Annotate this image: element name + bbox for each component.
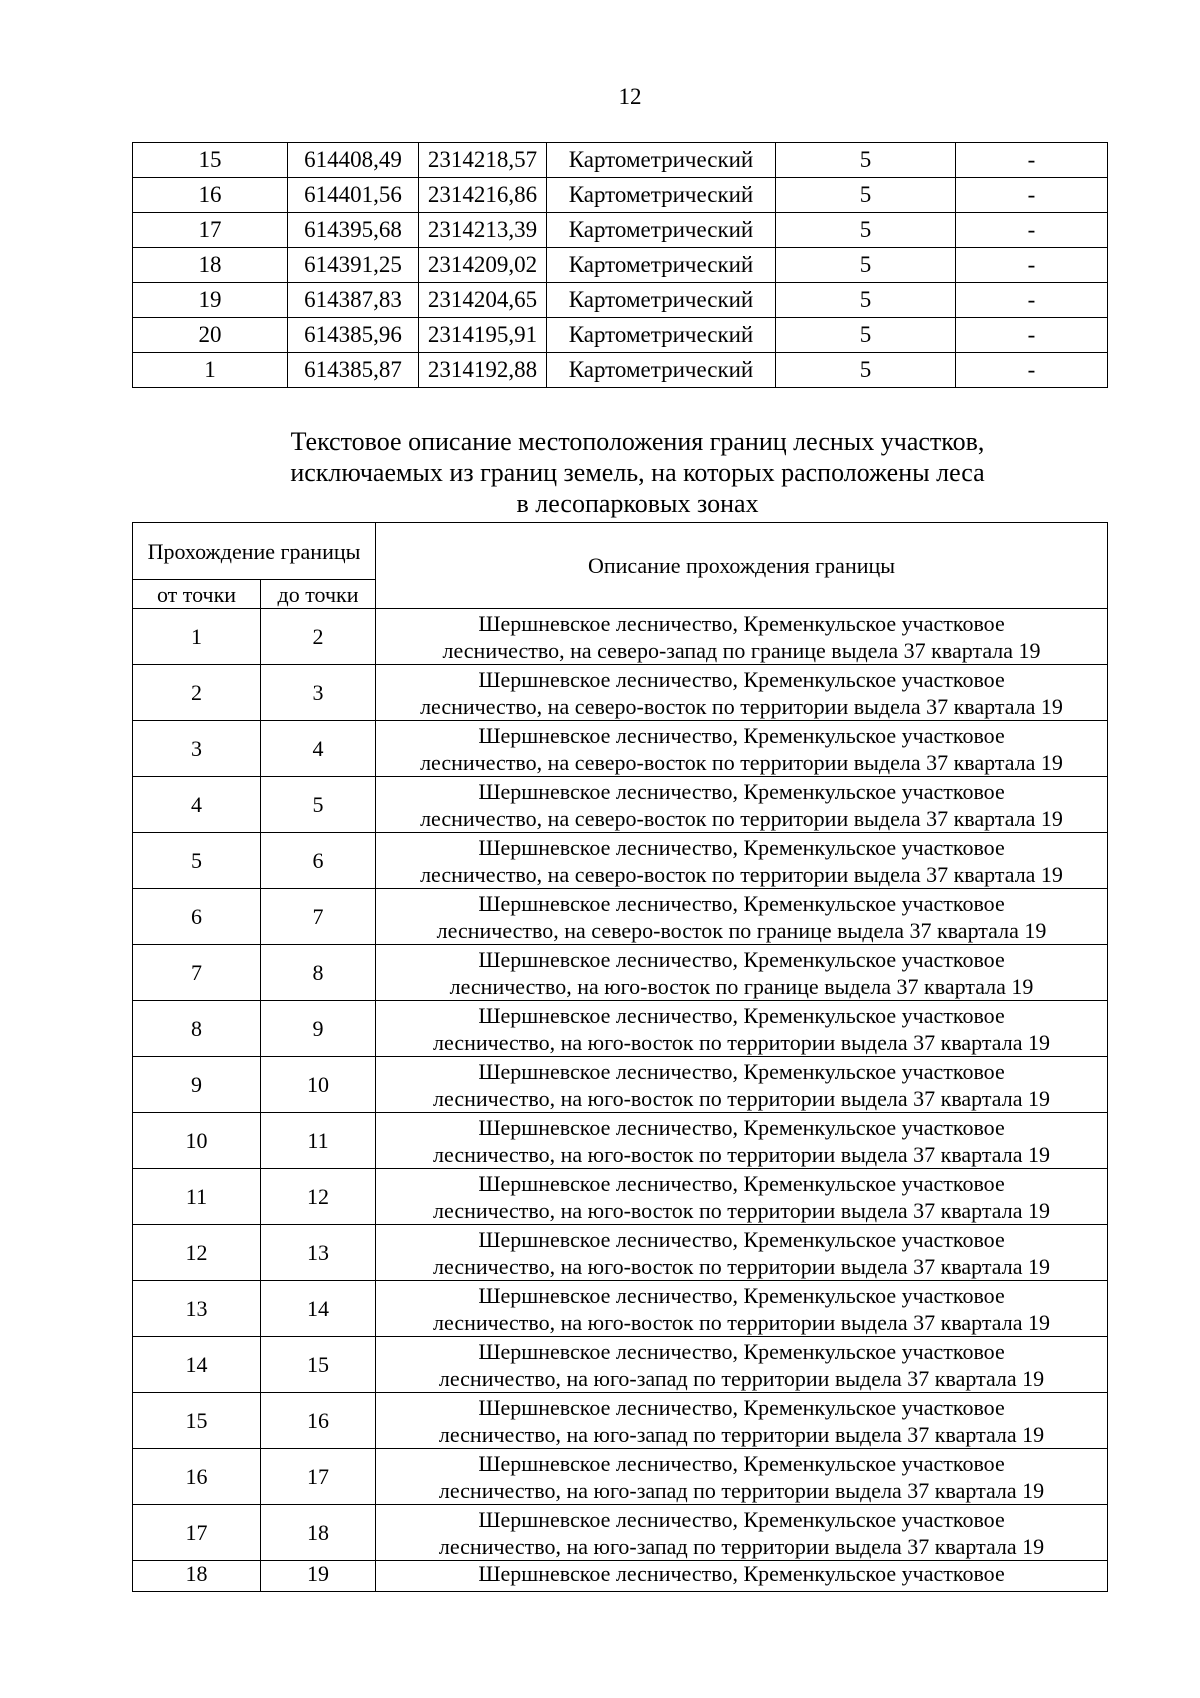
coord-cell-y: 2314204,65 bbox=[419, 283, 547, 318]
table-row bbox=[133, 1505, 1108, 1561]
description-cell bbox=[376, 889, 1108, 945]
description-line: Шершневское лесничество, Кременкульское участковое bbox=[478, 1058, 1005, 1084]
description-line: Шершневское лесничество, Кременкульское участковое bbox=[478, 1394, 1005, 1420]
section-heading-line: в лесопарковых зонах bbox=[516, 489, 759, 518]
header-from: от точки bbox=[133, 580, 261, 609]
from-point-cell: 7 bbox=[133, 945, 261, 1001]
description-line: лесничество, на юго-восток по территории выдела 37 квартала 19 bbox=[433, 1085, 1050, 1111]
coord-cell-note: - bbox=[956, 318, 1108, 353]
section-heading-line: Текстовое описание местоположения границ лесных участков, bbox=[290, 427, 985, 456]
description-line: лесничество, на юго-восток по территории выдела 37 квартала 19 bbox=[433, 1309, 1050, 1335]
description-line: Шершневское лесничество, Кременкульское участковое bbox=[478, 946, 1005, 972]
description-cell bbox=[376, 1281, 1108, 1337]
coord-cell-note: - bbox=[956, 143, 1108, 178]
header-passage: Прохождение границы bbox=[133, 523, 376, 580]
coord-cell-x: 614401,56 bbox=[288, 178, 419, 213]
coord-cell-y: 2314195,91 bbox=[419, 318, 547, 353]
coord-cell-accuracy: 5 bbox=[776, 178, 956, 213]
description-line: лесничество, на юго-восток по территории выдела 37 квартала 19 bbox=[433, 1141, 1050, 1167]
description-cell bbox=[376, 945, 1108, 1001]
coord-cell-x: 614385,96 bbox=[288, 318, 419, 353]
to-point-cell: 19 bbox=[261, 1561, 376, 1592]
table-row bbox=[133, 143, 1108, 178]
table-row bbox=[133, 1449, 1108, 1505]
coordinates-table bbox=[132, 142, 1108, 388]
coord-cell-point: 15 bbox=[133, 143, 288, 178]
description-cell bbox=[376, 1393, 1108, 1449]
to-point-cell: 2 bbox=[261, 609, 376, 665]
coord-cell-note: - bbox=[956, 353, 1108, 388]
coord-cell-x: 614395,68 bbox=[288, 213, 419, 248]
coord-cell-accuracy: 5 bbox=[776, 318, 956, 353]
from-point-cell: 14 bbox=[133, 1337, 261, 1393]
from-point-cell: 9 bbox=[133, 1057, 261, 1113]
boundary-description-table-body bbox=[133, 609, 1108, 1592]
description-cell bbox=[376, 1337, 1108, 1393]
description-line: Шершневское лесничество, Кременкульское участковое bbox=[478, 1226, 1005, 1252]
table-row bbox=[133, 1113, 1108, 1169]
description-line: Шершневское лесничество, Кременкульское участковое bbox=[478, 1450, 1005, 1476]
section-heading bbox=[150, 426, 1125, 519]
description-line: лесничество, на северо-восток по территории выдела 37 квартала 19 bbox=[420, 749, 1063, 775]
coord-cell-y: 2314192,88 bbox=[419, 353, 547, 388]
from-point-cell: 1 bbox=[133, 609, 261, 665]
coord-cell-method: Картометрический bbox=[547, 283, 776, 318]
table-row bbox=[133, 777, 1108, 833]
table-row bbox=[133, 889, 1108, 945]
description-cell bbox=[376, 1225, 1108, 1281]
table-row bbox=[133, 318, 1108, 353]
description-line: Шершневское лесничество, Кременкульское участковое bbox=[478, 834, 1005, 860]
table-row bbox=[133, 178, 1108, 213]
from-point-cell: 3 bbox=[133, 721, 261, 777]
boundary-description-table bbox=[132, 522, 1108, 1592]
description-line: лесничество, на юго-запад по территории выдела 37 квартала 19 bbox=[438, 1477, 1045, 1503]
description-cell bbox=[376, 1169, 1108, 1225]
section-heading-line: исключаемых из границ земель, на которых расположены леса bbox=[290, 458, 985, 487]
coord-cell-method: Картометрический bbox=[547, 353, 776, 388]
description-line: Шершневское лесничество, Кременкульское участковое bbox=[478, 1338, 1005, 1364]
description-line: лесничество, на северо-восток по границе выдела 37 квартала 19 bbox=[436, 917, 1047, 943]
description-line: лесничество, на северо-восток по территории выдела 37 квартала 19 bbox=[420, 693, 1063, 719]
header-description: Описание прохождения границы bbox=[376, 523, 1108, 609]
table-row bbox=[133, 945, 1108, 1001]
from-point-cell: 11 bbox=[133, 1169, 261, 1225]
coord-cell-note: - bbox=[956, 248, 1108, 283]
to-point-cell: 15 bbox=[261, 1337, 376, 1393]
coord-cell-y: 2314218,57 bbox=[419, 143, 547, 178]
description-line: Шершневское лесничество, Кременкульское участковое bbox=[478, 722, 1005, 748]
table-row bbox=[133, 1169, 1108, 1225]
table-row bbox=[133, 721, 1108, 777]
description-cell bbox=[376, 1113, 1108, 1169]
table-row bbox=[133, 1393, 1108, 1449]
coord-cell-method: Картометрический bbox=[547, 178, 776, 213]
coord-cell-point: 18 bbox=[133, 248, 288, 283]
to-point-cell: 4 bbox=[261, 721, 376, 777]
header-row bbox=[133, 523, 1108, 580]
description-line: лесничество, на северо-восток по территории выдела 37 квартала 19 bbox=[420, 805, 1063, 831]
to-point-cell: 18 bbox=[261, 1505, 376, 1561]
description-cell bbox=[376, 1001, 1108, 1057]
coord-cell-accuracy: 5 bbox=[776, 213, 956, 248]
from-point-cell: 18 bbox=[133, 1561, 261, 1592]
description-line: лесничество, на юго-запад по территории выдела 37 квартала 19 bbox=[438, 1421, 1045, 1447]
table-row bbox=[133, 833, 1108, 889]
to-point-cell: 9 bbox=[261, 1001, 376, 1057]
table-row bbox=[133, 1561, 1108, 1592]
to-point-cell: 11 bbox=[261, 1113, 376, 1169]
header-to: до точки bbox=[261, 580, 376, 609]
table-row bbox=[133, 213, 1108, 248]
description-line: лесничество, на северо-запад по границе выдела 37 квартала 19 bbox=[442, 637, 1041, 663]
description-cell: Шершневское лесничество, Кременкульское участковое bbox=[376, 1561, 1108, 1592]
table-row bbox=[133, 1337, 1108, 1393]
to-point-cell: 6 bbox=[261, 833, 376, 889]
to-point-cell: 12 bbox=[261, 1169, 376, 1225]
table-row bbox=[133, 1001, 1108, 1057]
description-cell bbox=[376, 609, 1108, 665]
from-point-cell: 13 bbox=[133, 1281, 261, 1337]
description-line: лесничество, на северо-восток по территории выдела 37 квартала 19 bbox=[420, 861, 1063, 887]
description-cell bbox=[376, 721, 1108, 777]
from-point-cell: 8 bbox=[133, 1001, 261, 1057]
coord-cell-method: Картометрический bbox=[547, 143, 776, 178]
coordinates-table-body bbox=[133, 143, 1108, 388]
from-point-cell: 5 bbox=[133, 833, 261, 889]
table-row bbox=[133, 609, 1108, 665]
table-row bbox=[133, 1225, 1108, 1281]
to-point-cell: 14 bbox=[261, 1281, 376, 1337]
coord-cell-accuracy: 5 bbox=[776, 283, 956, 318]
description-cell bbox=[376, 1505, 1108, 1561]
coord-cell-point: 19 bbox=[133, 283, 288, 318]
to-point-cell: 5 bbox=[261, 777, 376, 833]
to-point-cell: 10 bbox=[261, 1057, 376, 1113]
description-line: лесничество, на юго-запад по территории выдела 37 квартала 19 bbox=[438, 1533, 1045, 1559]
description-line: лесничество, на юго-восток по территории выдела 37 квартала 19 bbox=[433, 1197, 1050, 1223]
to-point-cell: 16 bbox=[261, 1393, 376, 1449]
coord-cell-method: Картометрический bbox=[547, 248, 776, 283]
coord-cell-point: 17 bbox=[133, 213, 288, 248]
from-point-cell: 15 bbox=[133, 1393, 261, 1449]
coord-cell-y: 2314216,86 bbox=[419, 178, 547, 213]
coord-cell-point: 16 bbox=[133, 178, 288, 213]
table-row bbox=[133, 283, 1108, 318]
coord-cell-x: 614387,83 bbox=[288, 283, 419, 318]
table-row bbox=[133, 248, 1108, 283]
coord-cell-note: - bbox=[956, 213, 1108, 248]
description-cell bbox=[376, 665, 1108, 721]
coord-cell-method: Картометрический bbox=[547, 213, 776, 248]
table-row bbox=[133, 1281, 1108, 1337]
coord-cell-accuracy: 5 bbox=[776, 353, 956, 388]
description-line: Шершневское лесничество, Кременкульское участковое bbox=[478, 1170, 1005, 1196]
from-point-cell: 6 bbox=[133, 889, 261, 945]
table-row bbox=[133, 665, 1108, 721]
coord-cell-x: 614385,87 bbox=[288, 353, 419, 388]
from-point-cell: 12 bbox=[133, 1225, 261, 1281]
coord-cell-point: 1 bbox=[133, 353, 288, 388]
to-point-cell: 17 bbox=[261, 1449, 376, 1505]
from-point-cell: 2 bbox=[133, 665, 261, 721]
description-line: Шершневское лесничество, Кременкульское участковое bbox=[478, 778, 1005, 804]
page-number: 12 bbox=[618, 84, 642, 109]
description-line: Шершневское лесничество, Кременкульское участковое bbox=[478, 1002, 1005, 1028]
from-point-cell: 16 bbox=[133, 1449, 261, 1505]
description-line: Шершневское лесничество, Кременкульское участковое bbox=[478, 1282, 1005, 1308]
table-row bbox=[133, 1057, 1108, 1113]
description-line: лесничество, на юго-восток по границе выдела 37 квартала 19 bbox=[449, 973, 1034, 999]
coord-cell-note: - bbox=[956, 178, 1108, 213]
description-line: Шершневское лесничество, Кременкульское участковое bbox=[478, 666, 1005, 692]
coord-cell-accuracy: 5 bbox=[776, 248, 956, 283]
description-line: лесничество, на юго-запад по территории выдела 37 квартала 19 bbox=[438, 1365, 1045, 1391]
to-point-cell: 13 bbox=[261, 1225, 376, 1281]
table-row bbox=[133, 353, 1108, 388]
description-line: Шершневское лесничество, Кременкульское участковое bbox=[478, 610, 1005, 636]
coord-cell-note: - bbox=[956, 283, 1108, 318]
coord-cell-x: 614391,25 bbox=[288, 248, 419, 283]
to-point-cell: 7 bbox=[261, 889, 376, 945]
coord-cell-accuracy: 5 bbox=[776, 143, 956, 178]
coord-cell-y: 2314213,39 bbox=[419, 213, 547, 248]
description-cell bbox=[376, 1057, 1108, 1113]
description-line: лесничество, на юго-восток по территории выдела 37 квартала 19 bbox=[433, 1253, 1050, 1279]
coord-cell-point: 20 bbox=[133, 318, 288, 353]
description-line: Шершневское лесничество, Кременкульское участковое bbox=[478, 890, 1005, 916]
description-line: Шершневское лесничество, Кременкульское участковое bbox=[478, 1114, 1005, 1140]
description-cell bbox=[376, 777, 1108, 833]
from-point-cell: 4 bbox=[133, 777, 261, 833]
coord-cell-y: 2314209,02 bbox=[419, 248, 547, 283]
to-point-cell: 3 bbox=[261, 665, 376, 721]
coord-cell-method: Картометрический bbox=[547, 318, 776, 353]
description-cell bbox=[376, 833, 1108, 889]
to-point-cell: 8 bbox=[261, 945, 376, 1001]
coord-cell-x: 614408,49 bbox=[288, 143, 419, 178]
from-point-cell: 17 bbox=[133, 1505, 261, 1561]
description-cell bbox=[376, 1449, 1108, 1505]
description-line: лесничество, на юго-восток по территории выдела 37 квартала 19 bbox=[433, 1029, 1050, 1055]
from-point-cell: 10 bbox=[133, 1113, 261, 1169]
description-line: Шершневское лесничество, Кременкульское участковое bbox=[478, 1506, 1005, 1532]
